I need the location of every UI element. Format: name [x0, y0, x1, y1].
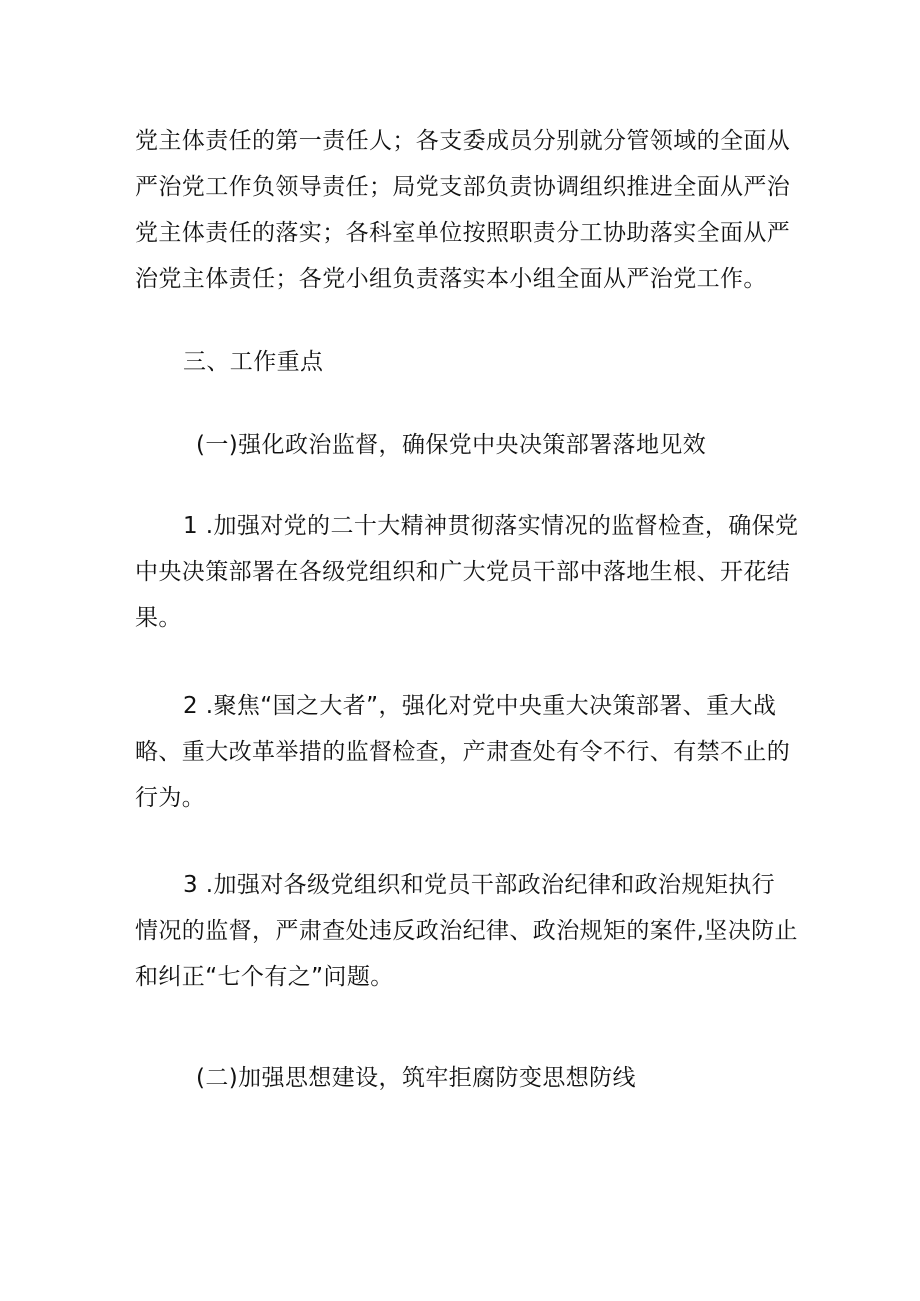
text-line: 中央决策部署在各级党组织和广大党员干部中落地生根、开花结 [135, 559, 791, 585]
text-line: 党主体责任的落实；各科室单位按照职责分工协助落实全面从严 [135, 220, 791, 246]
paragraph-responsibility [135, 118, 795, 302]
text-line: 果。 [135, 605, 182, 631]
text-line: 2 .聚焦“国之大者”，强化对党中央重大决策部署、重大战 [183, 693, 777, 719]
text-line: 行为。 [135, 785, 206, 811]
text-line: 略、重大改革举措的监督检查，产肃查处有令不行、有禁不止的 [135, 739, 791, 765]
text-line: 严治党工作负领导责任；局党支部负责协调组织推进全面从严治 [135, 174, 791, 200]
text-line: 1 .加强对党的二十大精神贯彻落实情况的监督检查，确保党 [183, 513, 799, 539]
text-line: 和纠正“七个有之”问题。 [135, 964, 394, 990]
list-item-2 [135, 683, 795, 821]
subsection-heading-ideological-building: (二)加强思想建设，筑牢拒腐防变思想防线 [196, 1065, 636, 1091]
text-line: 治党主体责任；各党小组负责落实本小组全面从严治党工作。 [135, 266, 767, 292]
list-item-3 [135, 862, 798, 1000]
list-item-1 [135, 503, 799, 641]
text-line: 情况的监督，严肃查处违反政治纪律、政治规矩的案件,坚决防止 [135, 918, 798, 944]
text-line: 党主体责任的第一责任人；各支委成员分别就分管领域的全面从 [135, 128, 791, 154]
subsection-heading-political-supervision: (一)强化政治监督，确保党中央决策部署落地见效 [196, 432, 707, 458]
section-heading-work-focus: 三、工作重点 [183, 349, 324, 375]
text-line: 3 .加强对各级党组织和党员干部政治纪律和政治规矩执行 [183, 872, 776, 898]
